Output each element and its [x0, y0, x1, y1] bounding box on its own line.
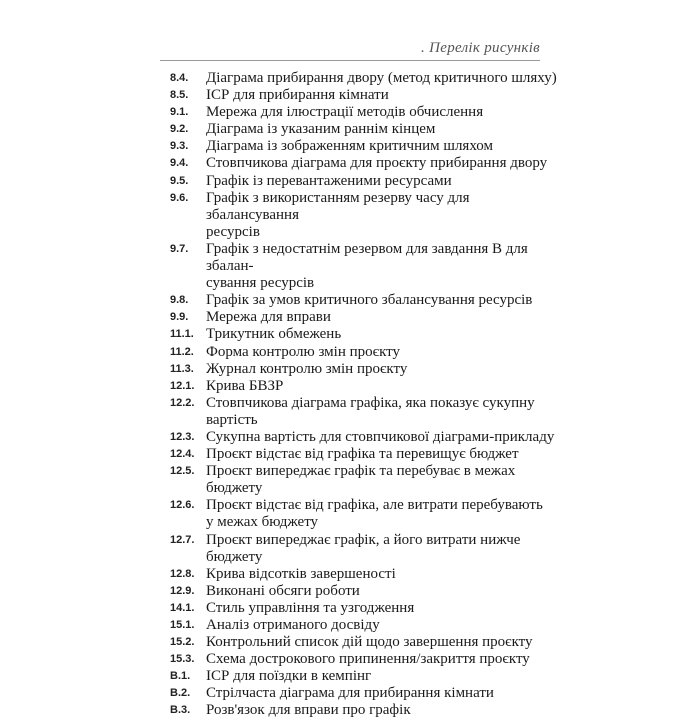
figure-title: Стиль управління та узгодження: [206, 599, 415, 616]
running-header-title: . Перелік рисунків: [421, 40, 540, 56]
figure-title: Схема дострокового припинення/закриття проєкту: [206, 651, 530, 668]
figure-entry: [170, 344, 560, 361]
figure-title: ІСР для прибирання кімнати: [206, 87, 389, 104]
figure-title: Контрольний список дій щодо завершення проєкту: [206, 634, 533, 651]
figure-number: 14.1.: [170, 601, 195, 614]
list-of-figures: [170, 70, 560, 720]
figure-entry: [170, 378, 560, 395]
figure-entry: [170, 326, 560, 343]
figure-entry: [170, 241, 560, 292]
figure-title: Трикутник обмежень: [206, 326, 342, 343]
figure-number: 9.9.: [170, 311, 189, 324]
figure-number: 15.2.: [170, 636, 195, 649]
figure-entry: [170, 429, 560, 446]
figure-entry: [170, 309, 560, 326]
figure-entry: [170, 121, 560, 138]
figure-number: 12.1.: [170, 379, 195, 392]
figure-number: 11.3.: [170, 362, 194, 375]
figure-entry: [170, 190, 560, 241]
figure-number: В.2.: [170, 687, 191, 700]
figure-entry: [170, 566, 560, 583]
figure-title: Форма контролю змін проєкту: [206, 343, 401, 360]
figure-number: 12.3.: [170, 430, 195, 443]
figure-title: ІСР для поїздки в кемпінг: [206, 668, 372, 685]
figure-title: Графік із перевантаженими ресурсами: [206, 172, 452, 189]
figure-entry: [170, 138, 560, 155]
figure-number: 11.1.: [170, 328, 194, 341]
figure-entry: [170, 395, 560, 429]
page-header: [160, 38, 540, 61]
figure-entry: [170, 532, 560, 566]
figure-number: 9.8.: [170, 294, 189, 307]
figure-title: Виконані обсяги роботи: [206, 582, 360, 599]
figure-entry: [170, 651, 560, 668]
figure-title: Мережа для ілюстрації методів обчислення: [206, 104, 484, 121]
figure-entry: [170, 668, 560, 685]
figure-entry: [170, 617, 560, 634]
figure-number: 12.5.: [170, 465, 195, 478]
figure-entry: [170, 155, 560, 172]
figure-number: 12.2.: [170, 396, 195, 409]
figure-title: Проєкт відстає від графіка, але витрати перебувають у межах бюджету: [206, 497, 543, 531]
figure-number: 9.7.: [170, 242, 189, 255]
figure-number: 9.3.: [170, 140, 189, 153]
figure-number: 12.8.: [170, 567, 195, 580]
figure-number: 15.3.: [170, 653, 195, 666]
figure-title: Розв'язок для вправи про графік: [206, 702, 411, 719]
figure-title: Діаграма із зображенням критичним шляхом: [206, 138, 493, 155]
figure-number: 9.4.: [170, 157, 189, 170]
figure-title: Аналіз отриманого досвіду: [206, 617, 380, 633]
figure-title: Проєкт випереджає графік, а його витрати нижче бюджету: [206, 531, 521, 565]
figure-title: Стрілчаста діаграма для прибирання кімнати: [206, 685, 494, 702]
figure-title: Сукупна вартість для стовпчикової діаграми-прикладу: [206, 428, 555, 445]
figure-entry: [170, 173, 560, 190]
figure-number: 8.4.: [170, 72, 189, 84]
figure-number: 9.2.: [170, 123, 189, 136]
figure-number: 9.1.: [170, 106, 189, 119]
figure-title: Проєкт випереджає графік та перебуває в межах бюджету: [206, 463, 516, 497]
figure-number: 11.2.: [170, 345, 194, 358]
figure-title: Крива відсотків завершеності: [206, 565, 396, 582]
figure-entry: [170, 497, 560, 531]
figure-title: Мережа для вправи: [206, 309, 331, 326]
figure-title: Графік з використанням резерву часу для збалансування ресурсів: [206, 189, 470, 240]
figure-number: 12.6.: [170, 499, 195, 512]
figure-entry: [170, 463, 560, 497]
figure-title: Діаграма прибирання двору (метод критичного шляху): [206, 70, 557, 86]
figure-number: 9.6.: [170, 191, 189, 204]
figure-entry: [170, 600, 560, 617]
figure-entry: [170, 104, 560, 121]
figure-entry: [170, 446, 560, 463]
figure-number: 8.5.: [170, 89, 189, 102]
figure-number: В.3.: [170, 704, 191, 717]
figure-number: 15.1.: [170, 619, 195, 631]
figure-title: Проєкт відстає від графіка та перевищує бюджет: [206, 446, 519, 463]
figure-entry: [170, 583, 560, 600]
figure-entry: [170, 292, 560, 309]
figure-entry: [170, 70, 560, 87]
figure-title: Графік за умов критичного збалансування ресурсів: [206, 292, 533, 309]
figure-number: 12.9.: [170, 584, 195, 597]
figure-title: Діаграма із указаним раннім кінцем: [206, 121, 436, 138]
figure-title: Крива БВЗР: [206, 377, 284, 394]
figure-entry: [170, 702, 560, 719]
figure-number: 12.7.: [170, 533, 195, 546]
figure-number: 12.4.: [170, 448, 195, 461]
figure-title: Стовпчикова діаграма для проєкту прибирання двору: [206, 155, 548, 172]
figure-entry: [170, 361, 560, 378]
figure-title: Журнал контролю змін проєкту: [206, 360, 408, 377]
figure-number: В.1.: [170, 670, 191, 683]
figure-entry: [170, 634, 560, 651]
figure-entry: [170, 87, 560, 104]
figure-title: Стовпчикова діаграма графіка, яка показує сукупну вартість: [206, 394, 535, 428]
figure-number: 9.5.: [170, 174, 189, 187]
figure-title: Графік з недостатнім резервом для завдання В для збалан- сування ресурсів: [206, 240, 528, 292]
